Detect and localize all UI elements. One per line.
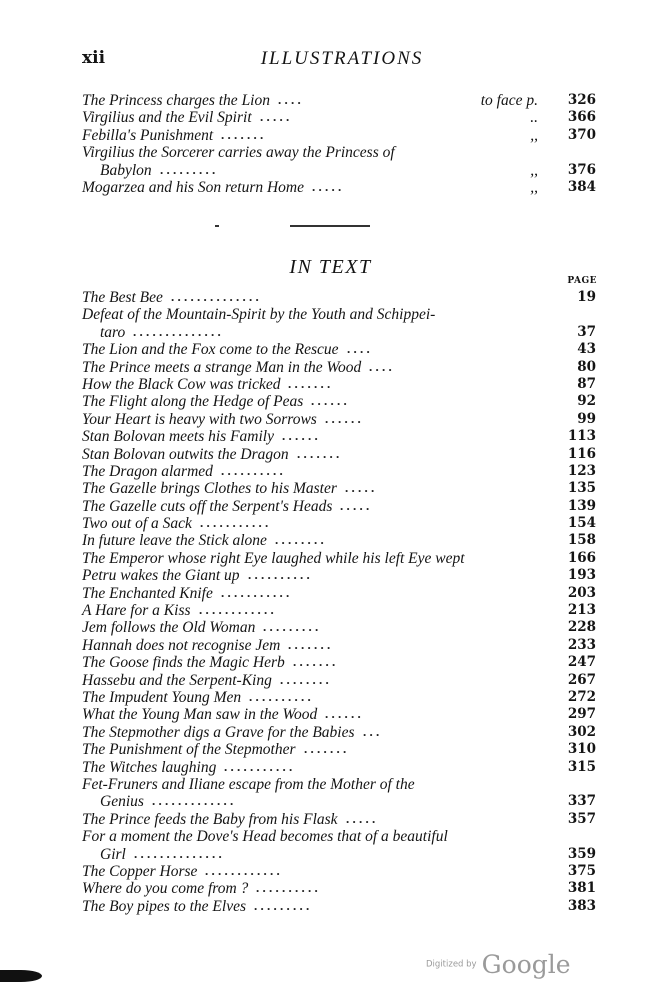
dot-leader: . . . . . . . . . . . xyxy=(200,515,269,531)
plate-entry xyxy=(82,179,596,196)
entry-title: How the Black Cow was tricked xyxy=(82,375,281,393)
entry-title: The Copper Horse xyxy=(82,862,198,880)
entry-page-number: 37 xyxy=(577,323,596,340)
entry-page-number: 267 xyxy=(567,671,596,688)
toc-entry xyxy=(82,828,596,845)
toc-entry xyxy=(82,811,596,828)
entry-page-number: 228 xyxy=(567,619,596,636)
entry-title: In future leave the Stick alone xyxy=(82,532,267,550)
entry-title: The Boy pipes to the Elves xyxy=(82,897,246,915)
dot-leader: . . . . . xyxy=(340,497,370,513)
entry-title: The Prince feeds the Baby from his Flask xyxy=(82,810,338,828)
entry-title: Stan Bolovan outwits the Dragon xyxy=(82,445,289,463)
entry-page-number: 359 xyxy=(567,845,596,862)
toc-entry xyxy=(82,289,596,306)
entry-page-number: 233 xyxy=(567,636,596,653)
entry-title: The Stepmother digs a Grave for the Babies xyxy=(82,723,355,741)
entry-page-number: 19 xyxy=(577,289,596,305)
entry-title: Where do you come from ? xyxy=(82,880,249,898)
entry-page-number: 113 xyxy=(567,428,596,445)
dot-leader: . . . . xyxy=(278,92,301,107)
entry-title: Defeat of the Mountain-Spirit by the Youth and Schippei- xyxy=(82,306,436,324)
dot-leader: . . . . . xyxy=(345,480,375,496)
toc-entry xyxy=(82,619,596,636)
entry-reference: to face p. xyxy=(480,92,538,109)
dot-leader: . . . . . . . xyxy=(293,654,336,670)
page-number: xii xyxy=(82,48,106,68)
toc-entry xyxy=(82,463,596,480)
toc-entry xyxy=(82,428,596,445)
running-title: ILLUSTRATIONS xyxy=(260,48,424,69)
dot-leader: . . . . . . . xyxy=(297,445,340,461)
dot-leader: . . . . . . . . . . xyxy=(248,567,310,583)
plate-entry xyxy=(82,144,596,161)
entry-title: The Impudent Young Men xyxy=(82,688,242,706)
toc-entry xyxy=(82,532,596,549)
entry-reference: .. xyxy=(530,109,538,127)
entry-page-number: 193 xyxy=(567,567,596,584)
toc-entry xyxy=(82,324,596,341)
entry-title: The Witches laughing xyxy=(82,758,217,776)
dot-leader: . . . . . . . xyxy=(288,375,331,391)
entry-title: The Emperor whose right Eye laughed while his left Eye wept xyxy=(82,549,465,567)
divider-dash xyxy=(215,225,219,227)
entry-page-number: 326 xyxy=(567,92,596,108)
entry-page-number: 166 xyxy=(567,549,596,566)
entry-page-number: 272 xyxy=(567,688,596,705)
entry-title: The Gazelle brings Clothes to his Master xyxy=(82,480,337,498)
entry-title: The Enchanted Knife xyxy=(82,584,213,602)
entry-page-number: 80 xyxy=(577,358,596,375)
dot-leader: . . . . . . . . . . . xyxy=(224,758,293,774)
dot-leader: . . . . xyxy=(369,358,392,374)
dot-leader: . . . . . . . . . . xyxy=(249,688,311,704)
entry-title: The Goose finds the Magic Herb xyxy=(82,654,285,672)
toc-entry xyxy=(82,393,596,410)
entry-reference: ,, xyxy=(530,126,538,144)
plate-entry xyxy=(82,162,596,179)
entry-title: Virgilius the Sorcerer carries away the Princess of xyxy=(82,144,395,162)
toc-entry xyxy=(82,341,596,358)
entry-title: The Dragon alarmed xyxy=(82,462,213,480)
entry-title: What the Young Man saw in the Wood xyxy=(82,706,318,724)
toc-entry xyxy=(82,793,596,810)
in-text-list xyxy=(82,289,596,915)
entry-page-number: 203 xyxy=(567,584,596,601)
entry-title: The Gazelle cuts off the Serpent's Heads xyxy=(82,497,333,515)
entry-page-number: 92 xyxy=(577,393,596,410)
dot-leader: . . . . . . xyxy=(311,393,347,409)
plate-entry xyxy=(82,109,596,126)
dot-leader: . . . . . . xyxy=(282,428,318,444)
entry-page-number: 43 xyxy=(577,341,596,358)
dot-leader: . . . . . . . . . . . xyxy=(221,584,290,600)
entry-title: Babylon xyxy=(100,161,152,179)
toc-entry xyxy=(82,759,596,776)
entry-page-number: 376 xyxy=(567,161,596,178)
toc-entry xyxy=(82,672,596,689)
entry-page-number: 337 xyxy=(567,793,596,810)
entry-page-number: 357 xyxy=(567,810,596,827)
entry-title: The Best Bee xyxy=(82,289,163,306)
entry-page-number: 381 xyxy=(567,880,596,897)
dot-leader: . . . . . . . . . xyxy=(263,619,319,635)
entry-page-number: 154 xyxy=(567,515,596,532)
toc-entry xyxy=(82,880,596,897)
page-column-label: PAGE xyxy=(567,276,597,286)
dot-leader: . . . . . . . . . . . . . . xyxy=(134,845,222,861)
toc-entry xyxy=(82,585,596,602)
entry-title: Two out of a Sack xyxy=(82,515,192,533)
toc-entry xyxy=(82,480,596,497)
entry-title: Hassebu and the Serpent-King xyxy=(82,671,272,689)
entry-page-number: 310 xyxy=(567,741,596,758)
entry-title: Genius xyxy=(100,793,144,811)
entry-page-number: 375 xyxy=(567,862,596,879)
toc-entry xyxy=(82,776,596,793)
entry-title: Fet-Fruners and Iliane escape from the Mother of the xyxy=(82,775,415,793)
toc-entry xyxy=(82,863,596,880)
entry-title: Hannah does not recognise Jem xyxy=(82,636,281,654)
entry-page-number: 366 xyxy=(567,109,596,126)
dot-leader: . . . . . . . . xyxy=(280,671,329,687)
toc-entry xyxy=(82,550,596,567)
entry-page-number: 123 xyxy=(567,462,596,479)
toc-entry xyxy=(82,411,596,428)
digitized-watermark xyxy=(426,950,571,979)
page-header xyxy=(82,48,602,72)
entry-page-number: 99 xyxy=(577,410,596,427)
ink-smudge xyxy=(0,970,42,982)
dot-leader: . . . . . . . . . . . . . xyxy=(152,793,234,809)
dot-leader: . . . . . . . xyxy=(288,636,331,652)
dot-leader: . . . . . xyxy=(312,178,342,194)
toc-entry xyxy=(82,724,596,741)
toc-entry xyxy=(82,654,596,671)
toc-entry xyxy=(82,602,596,619)
watermark-prefix: Digitized by xyxy=(426,959,477,970)
dot-leader: . . . . . xyxy=(346,810,376,826)
entry-page-number: 370 xyxy=(567,126,596,143)
dot-leader: . . . . . . xyxy=(325,706,361,722)
toc-entry xyxy=(82,706,596,723)
entry-title: For a moment the Dove's Head becomes that of a beautiful xyxy=(82,828,448,846)
entry-title: The Prince meets a strange Man in the Wood xyxy=(82,358,362,376)
toc-entry xyxy=(82,741,596,758)
entry-page-number: 213 xyxy=(567,602,596,619)
toc-entry xyxy=(82,446,596,463)
entry-title: A Hare for a Kiss xyxy=(82,602,191,620)
entry-title: The Princess charges the Lion xyxy=(82,92,270,109)
dot-leader: . . . . . . . . xyxy=(275,532,324,548)
toc-entry xyxy=(82,567,596,584)
toc-entry xyxy=(82,498,596,515)
entry-page-number: 302 xyxy=(567,723,596,740)
dot-leader: . . . . . xyxy=(260,109,290,125)
toc-entry xyxy=(82,898,596,915)
entry-page-number: 315 xyxy=(567,758,596,775)
entry-page-number: 139 xyxy=(567,497,596,514)
toc-entry xyxy=(82,376,596,393)
entry-page-number: 116 xyxy=(567,445,596,462)
entry-page-number: 247 xyxy=(567,654,596,671)
dot-leader: . . . . . . . xyxy=(221,126,264,142)
toc-entry xyxy=(82,689,596,706)
entry-reference: ,, xyxy=(530,178,538,196)
section-heading: IN TEXT xyxy=(289,256,372,278)
entry-title: Girl xyxy=(100,845,126,863)
entry-title: Virgilius and the Evil Spirit xyxy=(82,109,252,127)
dot-leader: . . . . . . . xyxy=(304,741,347,757)
dot-leader: . . . . . . . . . . . . xyxy=(199,602,274,618)
entry-title: The Punishment of the Stepmother xyxy=(82,741,296,759)
toc-entry xyxy=(82,637,596,654)
toc-entry xyxy=(82,515,596,532)
entry-title: Your Heart is heavy with two Sorrows xyxy=(82,410,317,428)
entry-page-number: 87 xyxy=(577,375,596,392)
plate-entry xyxy=(82,127,596,144)
entry-title: Mogarzea and his Son return Home xyxy=(82,178,305,196)
dot-leader: . . . . . . . . . . . . . . xyxy=(171,289,259,304)
dot-leader: . . . . . . xyxy=(325,410,361,426)
entry-title: Stan Bolovan meets his Family xyxy=(82,428,274,446)
toc-entry xyxy=(82,306,596,323)
toc-entry xyxy=(82,359,596,376)
entry-page-number: 135 xyxy=(567,480,596,497)
entry-page-number: 383 xyxy=(567,897,596,914)
dot-leader: . . . . . . . . . xyxy=(254,897,310,913)
entry-page-number: 158 xyxy=(567,532,596,549)
plates-list xyxy=(82,92,596,196)
entry-reference: ,, xyxy=(530,161,538,179)
divider-line xyxy=(290,225,370,227)
plate-entry xyxy=(82,92,596,109)
watermark-brand: Google xyxy=(481,950,571,979)
dot-leader: . . . . . . . . . . . . . . xyxy=(133,323,221,339)
dot-leader: . . . . . . . . . xyxy=(160,161,216,177)
entry-title: taro xyxy=(100,323,126,341)
entry-title: Petru wakes the Giant up xyxy=(82,567,240,585)
dot-leader: . . . . xyxy=(347,341,370,357)
dot-leader: . . . xyxy=(363,723,380,739)
entry-title: The Flight along the Hedge of Peas xyxy=(82,393,304,411)
entry-title: Jem follows the Old Woman xyxy=(82,619,256,637)
entry-page-number: 297 xyxy=(567,706,596,723)
entry-title: The Lion and the Fox come to the Rescue xyxy=(82,341,339,359)
dot-leader: . . . . . . . . . . xyxy=(221,462,283,478)
entry-page-number: 384 xyxy=(567,178,596,195)
dot-leader: . . . . . . . . . . xyxy=(256,880,318,896)
dot-leader: . . . . . . . . . . . . xyxy=(205,862,280,878)
entry-title: Febilla's Punishment xyxy=(82,126,214,144)
toc-entry xyxy=(82,846,596,863)
